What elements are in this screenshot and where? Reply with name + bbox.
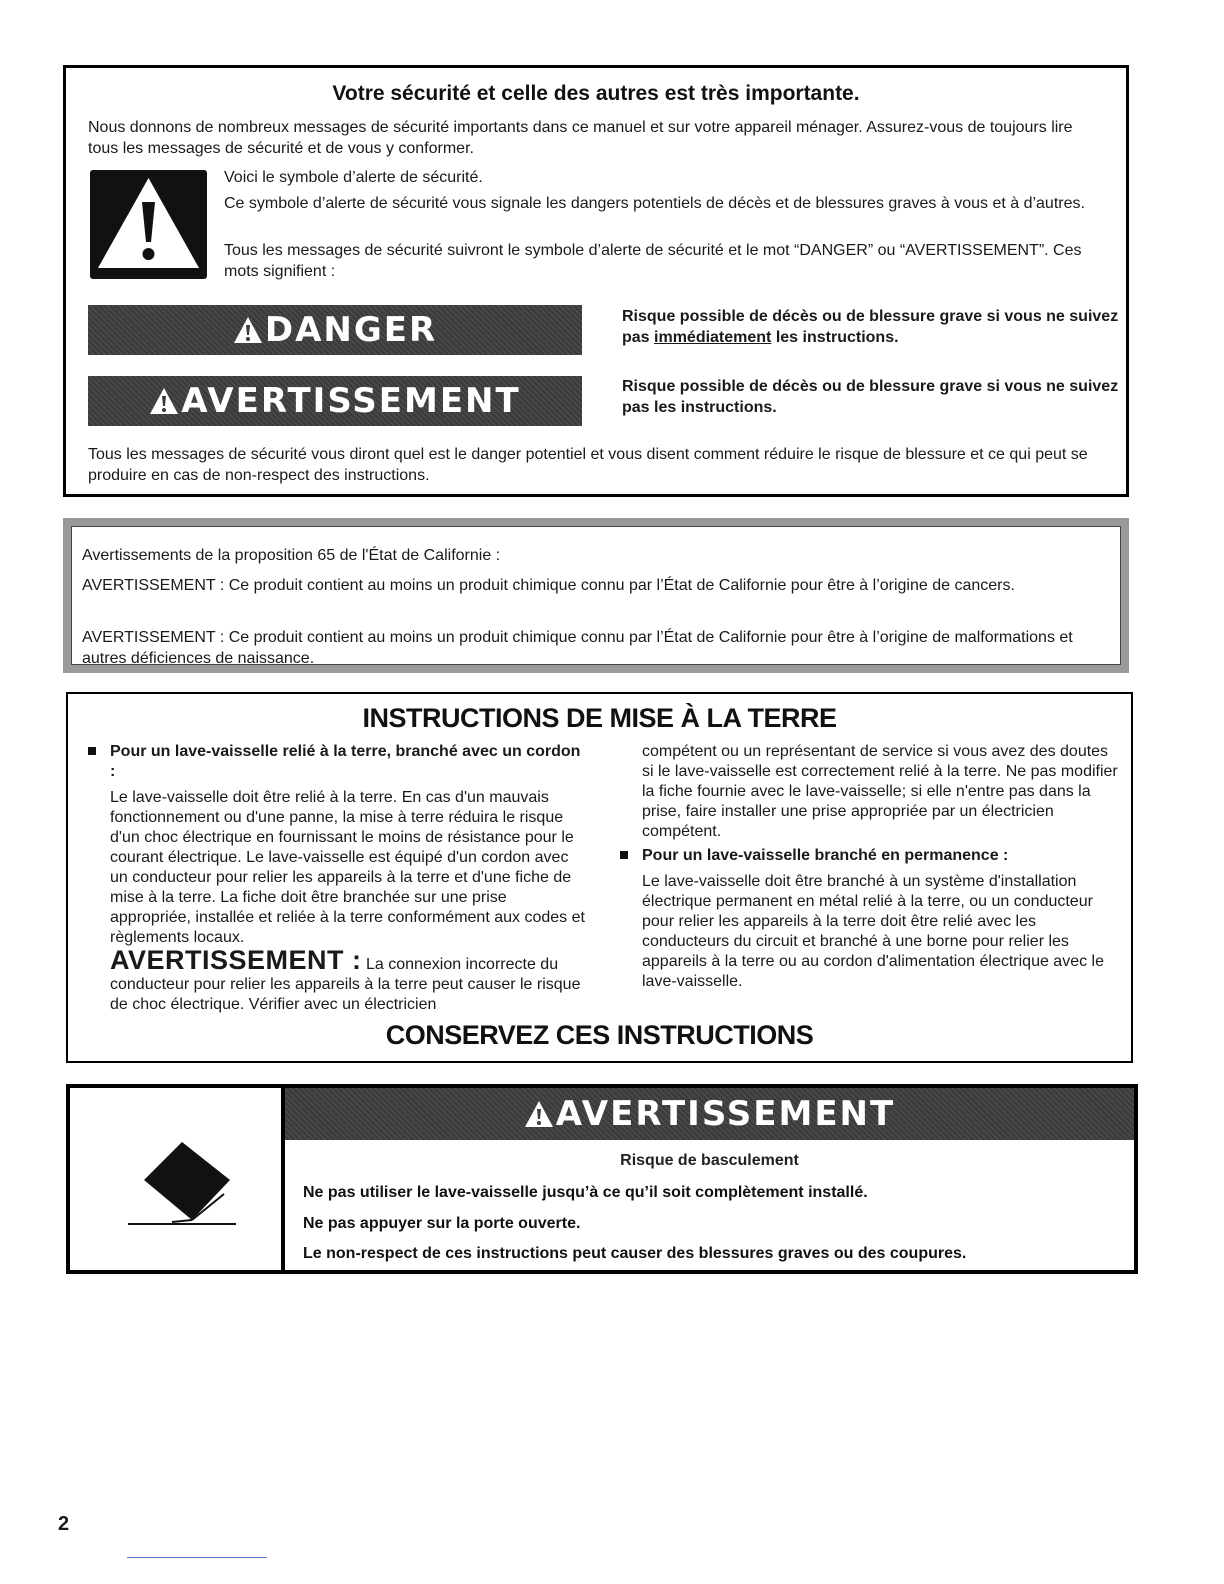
grounding-warning: AVERTISSEMENT : La connexion incorrecte du conducteur pour relier les appareils à la terre peut causer le risque de choc électrique. Vérifier avec un électricien [110, 945, 581, 1013]
symbol-follow: Tous les messages de sécurité suivront le symbole d’alerte de sécurité et le mot “DANGER” ou “AVERTISSEMENT”. Ces mots signifient : [224, 242, 1082, 280]
danger-description: Risque possible de décès ou de blessure grave si vous ne suivez pas immédiatement les instructions. [622, 308, 1119, 346]
grounding-right-column [620, 742, 1120, 992]
prop65-heading: Avertissements de la proposition 65 de l'État de Californie : [82, 547, 501, 564]
danger-alert-icon [233, 316, 263, 344]
permanent-heading: Pour un lave-vaisselle branché en permanence : [620, 846, 1120, 866]
tipover-warning-box [66, 1084, 1138, 1274]
warning-alert-icon [149, 387, 179, 415]
tipover-label: AVERTISSEMENT [555, 1094, 896, 1134]
danger-signal-bar [88, 305, 582, 355]
prop65-box [63, 518, 1129, 673]
safety-intro: Nous donnons de nombreux messages de sécurité importants dans ce manuel et sur votre appareil ménager. Assurez-vous de toujours lire tous les messages de sécurité et de vous y conformer. [88, 119, 1073, 157]
tipover-risk: Risque de basculement [620, 1152, 799, 1169]
grounding-left-column [88, 742, 588, 1015]
prop65-warning-cancer: AVERTISSEMENT : Ce produit contient au moins un produit chimique connu par l’État de Californie pour être à l’origine de cancers. [82, 577, 1015, 594]
grounding-warning-word: AVERTISSEMENT : [110, 945, 362, 975]
danger-label: DANGER [264, 310, 438, 350]
save-instructions: CONSERVEZ CES INSTRUCTIONS [385, 1020, 814, 1050]
warning-description: Risque possible de décès ou de blessure grave si vous ne suivez pas les instructions. [622, 378, 1119, 416]
tipover-line-3: Le non-respect de ces instructions peut causer des blessures graves ou des coupures. [303, 1245, 967, 1262]
symbol-meaning: Ce symbole d’alerte de sécurité vous signale les dangers potentiels de décès et de blessures graves à vous et à d’autres. [224, 195, 1085, 212]
safety-outro: Tous les messages de sécurité vous diront quel est le danger potentiel et vous disent comment réduire le risque de blessure et ce qui peut se produire en cas de non-respect des instructions. [88, 446, 1088, 484]
grounding-box [66, 692, 1133, 1063]
cord-body: Le lave-vaisselle doit être relié à la terre. En cas d'un mauvais fonctionnement ou d'une panne, la mise à terre réduira le risque d'un choc électrique en fournissant le moins de résistance pour le courant électrique. Le lave-vaisselle est équipé d'un cordon avec un conducteur pour relier les appareils à la terre et d'une fiche de mise à la terre. La fiche doit être branchée sur une prise appropriée, installée et reliée à la terre conformément aux codes et règlements locaux. [110, 789, 585, 946]
tipover-hazard-icon [120, 1140, 240, 1240]
safety-alert-icon [90, 170, 207, 279]
grounding-title: INSTRUCTIONS DE MISE À LA TERRE [362, 703, 837, 733]
permanent-body: Le lave-vaisselle doit être branché à un système d'installation électrique permanent en métal relié à la terre, ou un conducteur pour relier les appareils à la terre doit être relié avec les conducteurs du circuit et branché à une borne pour relier les appareils à la terre ou au cordon d'alimentation électrique avec le lave-vaisselle. [642, 873, 1104, 990]
prop65-warning-birth: AVERTISSEMENT : Ce produit contient au moins un produit chimique connu par l’État de Californie pour être à l’origine de malformations et autres déficiences de naissance. [82, 629, 1073, 667]
warning-label: AVERTISSEMENT [181, 381, 521, 421]
page-number: 2 [58, 1513, 70, 1535]
symbol-line: Voici le symbole d’alerte de sécurité. [224, 169, 483, 186]
cord-heading: Pour un lave-vaisselle relié à la terre, branché avec un cordon : [88, 742, 588, 782]
grounding-continued: compétent ou un représentant de service si vous avez des doutes si le lave-vaisselle est correctement relié à la terre. Ne pas modifier la fiche fournie avec le lave-vaisselle; si elle n'entre pas dans la prise, faire installer une prise appropriée par un électricien compétent. [642, 743, 1118, 840]
safety-title: Votre sécurité et celle des autres est très importante. [332, 82, 860, 105]
tipover-line-2: Ne pas appuyer sur la porte ouverte. [303, 1215, 581, 1232]
tipover-line-1: Ne pas utiliser le lave-vaisselle jusqu’à ce qu’il soit complètement installé. [303, 1184, 868, 1201]
tipover-alert-icon [524, 1100, 554, 1128]
tipover-signal-bar [285, 1088, 1134, 1140]
safety-box [63, 65, 1129, 497]
danger-emphasis: immédiatement [654, 329, 772, 346]
footer-rule [127, 1557, 267, 1558]
warning-signal-bar [88, 376, 582, 426]
